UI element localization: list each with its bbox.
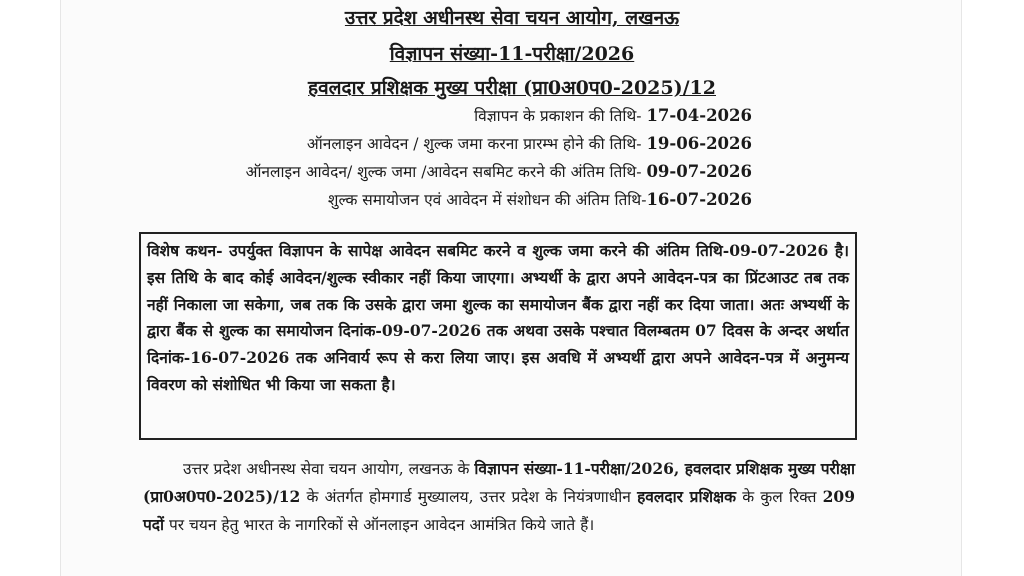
date-value: 17-04-2026 <box>646 106 752 125</box>
date-label: ऑनलाइन आवेदन / शुल्क जमा करना प्रारम्भ होने की तिथि- <box>306 135 647 153</box>
organization-title: उत्तर प्रदेश अधीनस्थ सेवा चयन आयोग, लखनऊ <box>344 7 680 29</box>
date-line-publication <box>474 104 752 126</box>
body-paragraph <box>143 455 855 539</box>
date-label: विज्ञापन के प्रकाशन की तिथि- <box>474 107 647 125</box>
para-text: पर चयन हेतु भारत के नागरिकों से ऑनलाइन आवेदन आमंत्रित किये जाते हैं। <box>164 516 595 534</box>
para-vacancy-count: 209 पदों <box>143 487 855 534</box>
exam-title: हवलदार प्रशिक्षक मुख्य परीक्षा (प्रा0अ0प0-2025)/12 <box>308 77 716 99</box>
date-value: 16-07-2026 <box>646 190 752 209</box>
date-label: शुल्क समायोजन एवं आवेदन में संशोधन की अंतिम तिथि- <box>327 191 647 209</box>
special-notice-box <box>139 232 857 440</box>
date-line-correction-deadline <box>328 188 752 210</box>
advertisement-number: विज्ञापन संख्या-11-परीक्षा/2026 <box>389 43 635 65</box>
para-text: उत्तर प्रदेश अधीनस्थ सेवा चयन आयोग, लखनऊ के <box>183 460 475 478</box>
date-line-application-start <box>307 132 752 154</box>
para-advertisement-ref: विज्ञापन संख्या-11-परीक्षा/2026, हवलदार प्रशिक्षक मुख्य परीक्षा (प्रा0अ0प0-2025)/12 <box>143 459 855 506</box>
para-text: के अंतर्गत होमगार्ड मुख्यालय, उत्तर प्रदेश के नियंत्रणाधीन <box>300 488 638 506</box>
para-post-name: हवलदार प्रशिक्षक <box>637 487 737 506</box>
date-label: ऑनलाइन आवेदन/ शुल्क जमा /आवेदन सबमिट करने की अंतिम तिथि- <box>245 163 647 181</box>
special-notice-text: विशेष कथन- उपर्युक्त विज्ञापन के सापेक्ष आवेदन सबमिट करने व शुल्क जमा करने की अंतिम तिथि-09-07-2026 है। इस तिथि के बाद कोई आवेदन/शुल्क स्वीकार नहीं किया जाएगा। अभ्यर्थी के द्वारा अपने आवेदन-पत्र का प्रिंटआउट तब तक नहीं निकाला जा सकेगा, जब तक कि उसके द्वारा जमा शुल्क का समायोजन बैंक द्वारा नहीं कर दिया जाता। अतः अभ्यर्थी के द्वारा बैंक से शुल्क का समायोजन दिनांक-09-07-2026 तक अथवा उसके पश्चात विलम्बतम 07 दिवस के अन्दर अर्थात दिनांक-16-07-2026 तक अनिवार्य रूप से करा लिया जाए। इस अवधि में अभ्यर्थी द्वारा अपने आवेदन-पत्र में अनुमन्य विवरण को संशोधित भी किया जा सकता है। <box>147 241 849 394</box>
date-value: 19-06-2026 <box>646 134 752 153</box>
date-line-submission-deadline <box>246 160 752 182</box>
date-value: 09-07-2026 <box>646 162 752 181</box>
para-text: के कुल रिक्त <box>736 488 823 506</box>
